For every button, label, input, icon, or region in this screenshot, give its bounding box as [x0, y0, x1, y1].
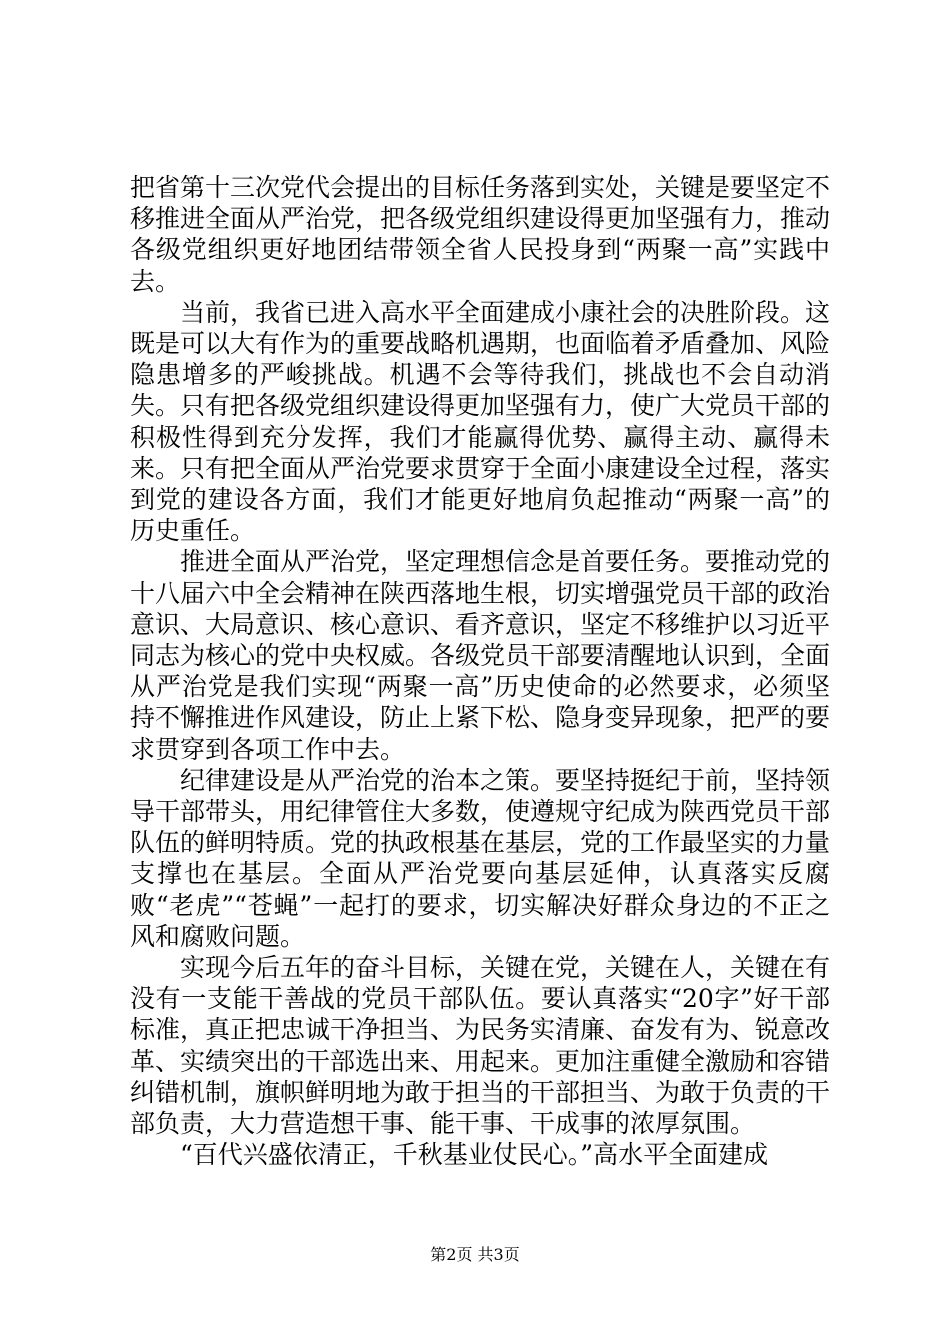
paragraph-3: 推进全面从严治党，坚定理想信念是首要任务。要推动党的十八届六中全会精神在陕西落地生根，切实增强党员干部的政治意识、大局意识、核心意识、看齐意识，坚定不移维护以习近平同志为核心的党中央权威。各级党员干部要清醒地认识到，全面从严治党是我们实现“两聚一高”历史使命的必然要求，必须坚持不懈推进作风建设，防止上紧下松、隐身变异现象，把严的要求贯穿到各项工作中去。	[130, 547, 831, 764]
page-number-footer: 第2页 共3页	[430, 1245, 520, 1264]
paragraph-5: 实现今后五年的奋斗目标，关键在党，关键在人，关键在有没有一支能干善战的党员干部队伍。要认真落实“20字”好干部标准，真正把忠诚干净担当、为民务实清廉、奋发有为、锐意改革、实绩突出的干部选出来、用起来。更加注重健全激励和容错纠错机制，旗帜鲜明地为敢于担当的干部担当、为敢于负责的干部负责，大力营造想干事、能干事、干成事的浓厚氛围。	[130, 953, 831, 1139]
paragraph-1: 把省第十三次党代会提出的目标任务落到实处，关键是要坚定不移推进全面从严治党，把各级党组织建设得更加坚强有力，推动各级党组织更好地团结带领全省人民投身到“两聚一高”实践中去。	[130, 173, 831, 296]
paragraph-6: “百代兴盛依清正，千秋基业仗民心。”高水平全面建成	[180, 1140, 769, 1170]
document-body	[130, 172, 830, 1171]
paragraph-4: 纪律建设是从严治党的治本之策。要坚持挺纪于前，坚持领导干部带头，用纪律管住大多数，使遵规守纪成为陕西党员干部队伍的鲜明特质。党的执政根基在基层，党的工作最坚实的力量支撑也在基层。全面从严治党要向基层延伸，认真落实反腐败“老虎”“苍蝇”一起打的要求，切实解决好群众身边的不正之风和腐败问题。	[130, 765, 831, 951]
paragraph-2: 当前，我省已进入高水平全面建成小康社会的决胜阶段。这既是可以大有作为的重要战略机遇期，也面临着矛盾叠加、风险隐患增多的严峻挑战。机遇不会等待我们，挑战也不会自动消失。只有把各级党组织建设得更加坚强有力，使广大党员干部的积极性得到充分发挥，我们才能赢得优势、赢得主动、赢得未来。只有把全面从严治党要求贯穿于全面小康建设全过程，落实到党的建设各方面，我们才能更好地肩负起推动“两聚一高”的历史重任。	[130, 297, 831, 546]
